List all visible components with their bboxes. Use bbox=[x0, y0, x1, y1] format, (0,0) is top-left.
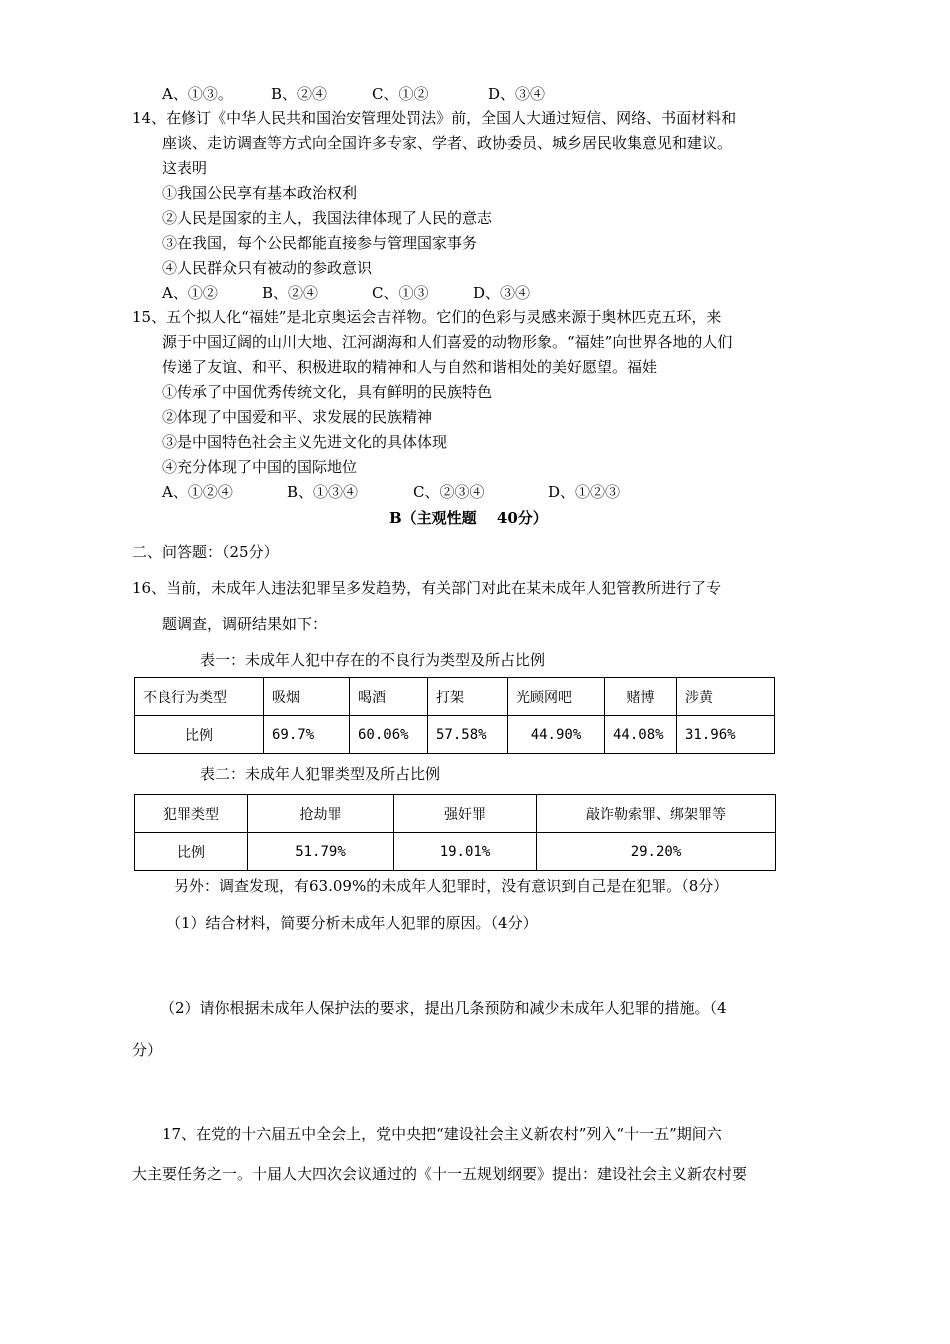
table2-data-cell: 比例 bbox=[135, 833, 248, 871]
q14-option-c: C、①③ bbox=[372, 284, 429, 302]
section-b-heading: B（主观性题 40分） bbox=[389, 509, 548, 527]
q14-option-b: B、②④ bbox=[262, 284, 319, 302]
q15-stem-line-1: 15、五个拟人化“福娃”是北京奥运会吉祥物。它们的色彩与灵感来源于奥林匹克五环，来 bbox=[132, 308, 722, 326]
q16-sub-question-1: （1）结合材料，简要分析未成年人犯罪的原因。（4分） bbox=[166, 914, 538, 932]
table1-caption: 表一：未成年人犯中存在的不良行为类型及所占比例 bbox=[200, 651, 546, 669]
q13-option-c: C、①② bbox=[372, 85, 429, 103]
table2-header-cell: 犯罪类型 bbox=[135, 795, 248, 833]
table2 bbox=[134, 794, 776, 871]
table1-header-cell: 打架 bbox=[428, 678, 508, 716]
q15-item-4: ④充分体现了中国的国际地位 bbox=[162, 458, 358, 476]
q13-option-d: D、③④ bbox=[488, 85, 546, 103]
table1-header-cell: 喝酒 bbox=[350, 678, 428, 716]
table1-data-cell: 44.08% bbox=[605, 716, 677, 754]
table1-header-cell: 赌博 bbox=[605, 678, 677, 716]
q15-item-3: ③是中国特色社会主义先进文化的具体体现 bbox=[162, 433, 448, 451]
q13-option-a: A、①③。 bbox=[162, 85, 233, 103]
q15-option-c: C、②③④ bbox=[413, 483, 485, 501]
q16-stem-line-1: 16、当前，未成年人违法犯罪呈多发趋势，有关部门对此在某未成年人犯管教所进行了专 bbox=[132, 579, 722, 597]
q14-item-2: ②人民是国家的主人，我国法律体现了人民的意志 bbox=[162, 209, 493, 227]
q14-option-a: A、①② bbox=[162, 284, 218, 302]
table1-header-cell: 光顾网吧 bbox=[508, 678, 605, 716]
q14-stem-line-1: 14、在修订《中华人民共和国治安管理处罚法》前，全国人大通过短信、网络、书面材料和 bbox=[132, 109, 737, 127]
table2-header-cell: 敲诈勒索罪、绑架罪等 bbox=[537, 795, 776, 833]
q15-item-1: ①传承了中国优秀传统文化，具有鲜明的民族特色 bbox=[162, 383, 493, 401]
q14-item-4: ④人民群众只有被动的参政意识 bbox=[162, 259, 373, 277]
q17-stem-line-1: 17、在党的十六届五中全会上，党中央把“建设社会主义新农村”列入“十一五”期间六 bbox=[162, 1125, 722, 1143]
table1-data-cell: 比例 bbox=[135, 716, 264, 754]
table2-caption: 表二：未成年人犯罪类型及所占比例 bbox=[200, 765, 441, 783]
q15-option-a: A、①②④ bbox=[162, 483, 233, 501]
table1-data-cell: 60.06% bbox=[350, 716, 428, 754]
table1-data-cell: 44.90% bbox=[508, 716, 605, 754]
q13-option-b: B、②④ bbox=[271, 85, 328, 103]
q14-item-3: ③在我国，每个公民都能直接参与管理国家事务 bbox=[162, 234, 478, 252]
table2-header-row bbox=[135, 795, 776, 833]
table2-data-row bbox=[135, 833, 776, 871]
q15-option-d: D、①②③ bbox=[548, 483, 621, 501]
table2-data-cell: 29.20% bbox=[537, 833, 776, 871]
table1-header-cell: 不良行为类型 bbox=[135, 678, 264, 716]
q15-stem-line-3: 传递了友谊、和平、积极进取的精神和人与自然和谐相处的美好愿望。福娃 bbox=[162, 358, 658, 376]
q15-stem-line-2: 源于中国辽阔的山川大地、江河湖海和人们喜爱的动物形象。“福娃”向世界各地的人们 bbox=[162, 333, 733, 351]
q16-stem-line-2: 题调查，调研结果如下： bbox=[162, 615, 328, 633]
q14-option-d: D、③④ bbox=[473, 284, 531, 302]
q16-note: 另外：调查发现，有63.09%的未成年人犯罪时，没有意识到自己是在犯罪。（8分） bbox=[174, 877, 729, 895]
table2-data-cell: 51.79% bbox=[248, 833, 394, 871]
table2-header-cell: 抢劫罪 bbox=[248, 795, 394, 833]
table1-header-row bbox=[135, 678, 775, 716]
section-2-heading: 二、问答题：（25分） bbox=[132, 543, 279, 561]
table2-data-cell: 19.01% bbox=[394, 833, 537, 871]
table1-data-cell: 31.96% bbox=[677, 716, 775, 754]
q16-sub-question-2-line-2: 分） bbox=[132, 1041, 163, 1059]
q15-option-b: B、①③④ bbox=[287, 483, 359, 501]
table1 bbox=[134, 677, 775, 754]
q15-item-2: ②体现了中国爱和平、求发展的民族精神 bbox=[162, 408, 433, 426]
table1-header-cell: 涉黄 bbox=[677, 678, 775, 716]
q14-stem-line-3: 这表明 bbox=[162, 159, 208, 177]
table1-data-cell: 69.7% bbox=[264, 716, 350, 754]
q14-stem-line-2: 座谈、走访调查等方式向全国许多专家、学者、政协委员、城乡居民收集意见和建议。 bbox=[162, 134, 733, 152]
q14-item-1: ①我国公民享有基本政治权利 bbox=[162, 184, 358, 202]
q17-stem-line-2: 大主要任务之一。十届人大四次会议通过的《十一五规划纲要》提出：建设社会主义新农村要 bbox=[132, 1165, 748, 1183]
q16-sub-question-2-line-1: （2）请你根据未成年人保护法的要求，提出几条预防和减少未成年人犯罪的措施。（4 bbox=[160, 999, 727, 1017]
table2-header-cell: 强奸罪 bbox=[394, 795, 537, 833]
table1-data-row bbox=[135, 716, 775, 754]
table1-header-cell: 吸烟 bbox=[264, 678, 350, 716]
table1-data-cell: 57.58% bbox=[428, 716, 508, 754]
